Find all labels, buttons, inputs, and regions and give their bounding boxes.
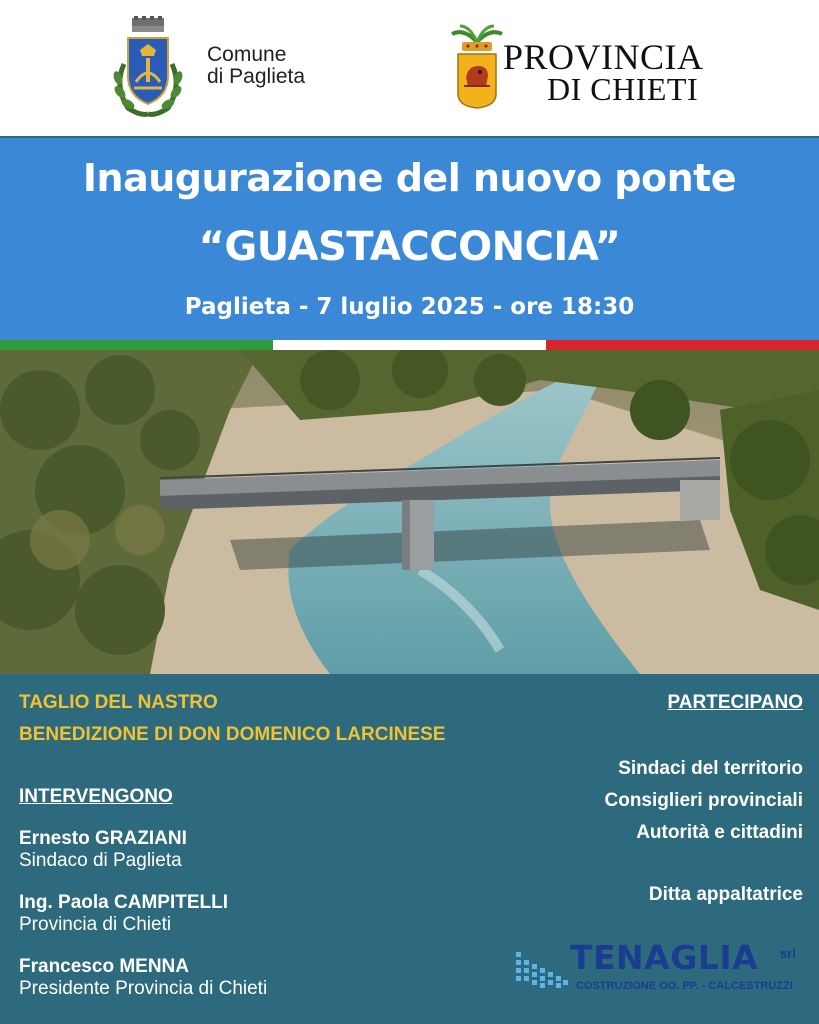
- participant-item: Consiglieri provinciali: [604, 790, 803, 811]
- bridge-name: “GUASTACCONCIA”: [198, 224, 621, 270]
- info-section: [0, 674, 819, 1024]
- speaker-name: Ernesto GRAZIANI: [19, 828, 187, 849]
- bridge-photo: [0, 350, 819, 674]
- contractor-label: Ditta appaltatrice: [648, 884, 803, 905]
- comune-name: [207, 44, 305, 88]
- contractor-name: TENAGLIA: [570, 938, 759, 977]
- flag-white: [273, 340, 546, 350]
- provincia-crest-icon: [450, 24, 504, 110]
- participants-heading: PARTECIPANO: [667, 692, 803, 713]
- event-title: Inaugurazione del nuovo ponte: [82, 156, 737, 200]
- comune-line2: di Paglieta: [207, 65, 306, 88]
- speaker-name: Ing. Paola CAMPITELLI: [19, 892, 229, 913]
- participant-item: Autorità e cittadini: [636, 822, 803, 843]
- speaker-role: Provincia di Chieti: [19, 914, 172, 935]
- contractor-logo: [516, 940, 806, 996]
- flag-red: [546, 340, 819, 350]
- flag-green: [0, 340, 273, 350]
- provincia-name: [503, 37, 704, 107]
- speaker-role: Sindaco di Paglieta: [19, 850, 182, 871]
- contractor-suffix: srl: [780, 946, 796, 961]
- participant-item: Sindaci del territorio: [618, 758, 803, 779]
- contractor-tagline: COSTRUZIONE OO. PP. - CALCESTRUZZI: [576, 980, 793, 992]
- speakers-heading: INTERVENGONO: [19, 786, 173, 807]
- comune-line1: Comune: [207, 43, 287, 66]
- header: [0, 0, 819, 136]
- provincia-line1: PROVINCIA: [503, 37, 704, 77]
- bridge-photo-illustration: [0, 350, 819, 674]
- speaker-name: Francesco MENNA: [19, 956, 189, 977]
- contractor-pixel-icon: [516, 944, 568, 988]
- event-date-time: Paglieta - 7 luglio 2025 - ore 18:30: [184, 294, 635, 320]
- italian-flag-stripe: [0, 340, 819, 350]
- speaker-role: Presidente Provincia di Chieti: [19, 978, 268, 999]
- title-banner: [0, 138, 819, 340]
- comune-crest-icon: [110, 16, 186, 120]
- program-item-ribbon: TAGLIO DEL NASTRO: [19, 692, 218, 713]
- provincia-line2: DI CHIETI: [547, 71, 699, 107]
- program-item-blessing: BENEDIZIONE DI DON DOMENICO LARCINESE: [19, 724, 446, 745]
